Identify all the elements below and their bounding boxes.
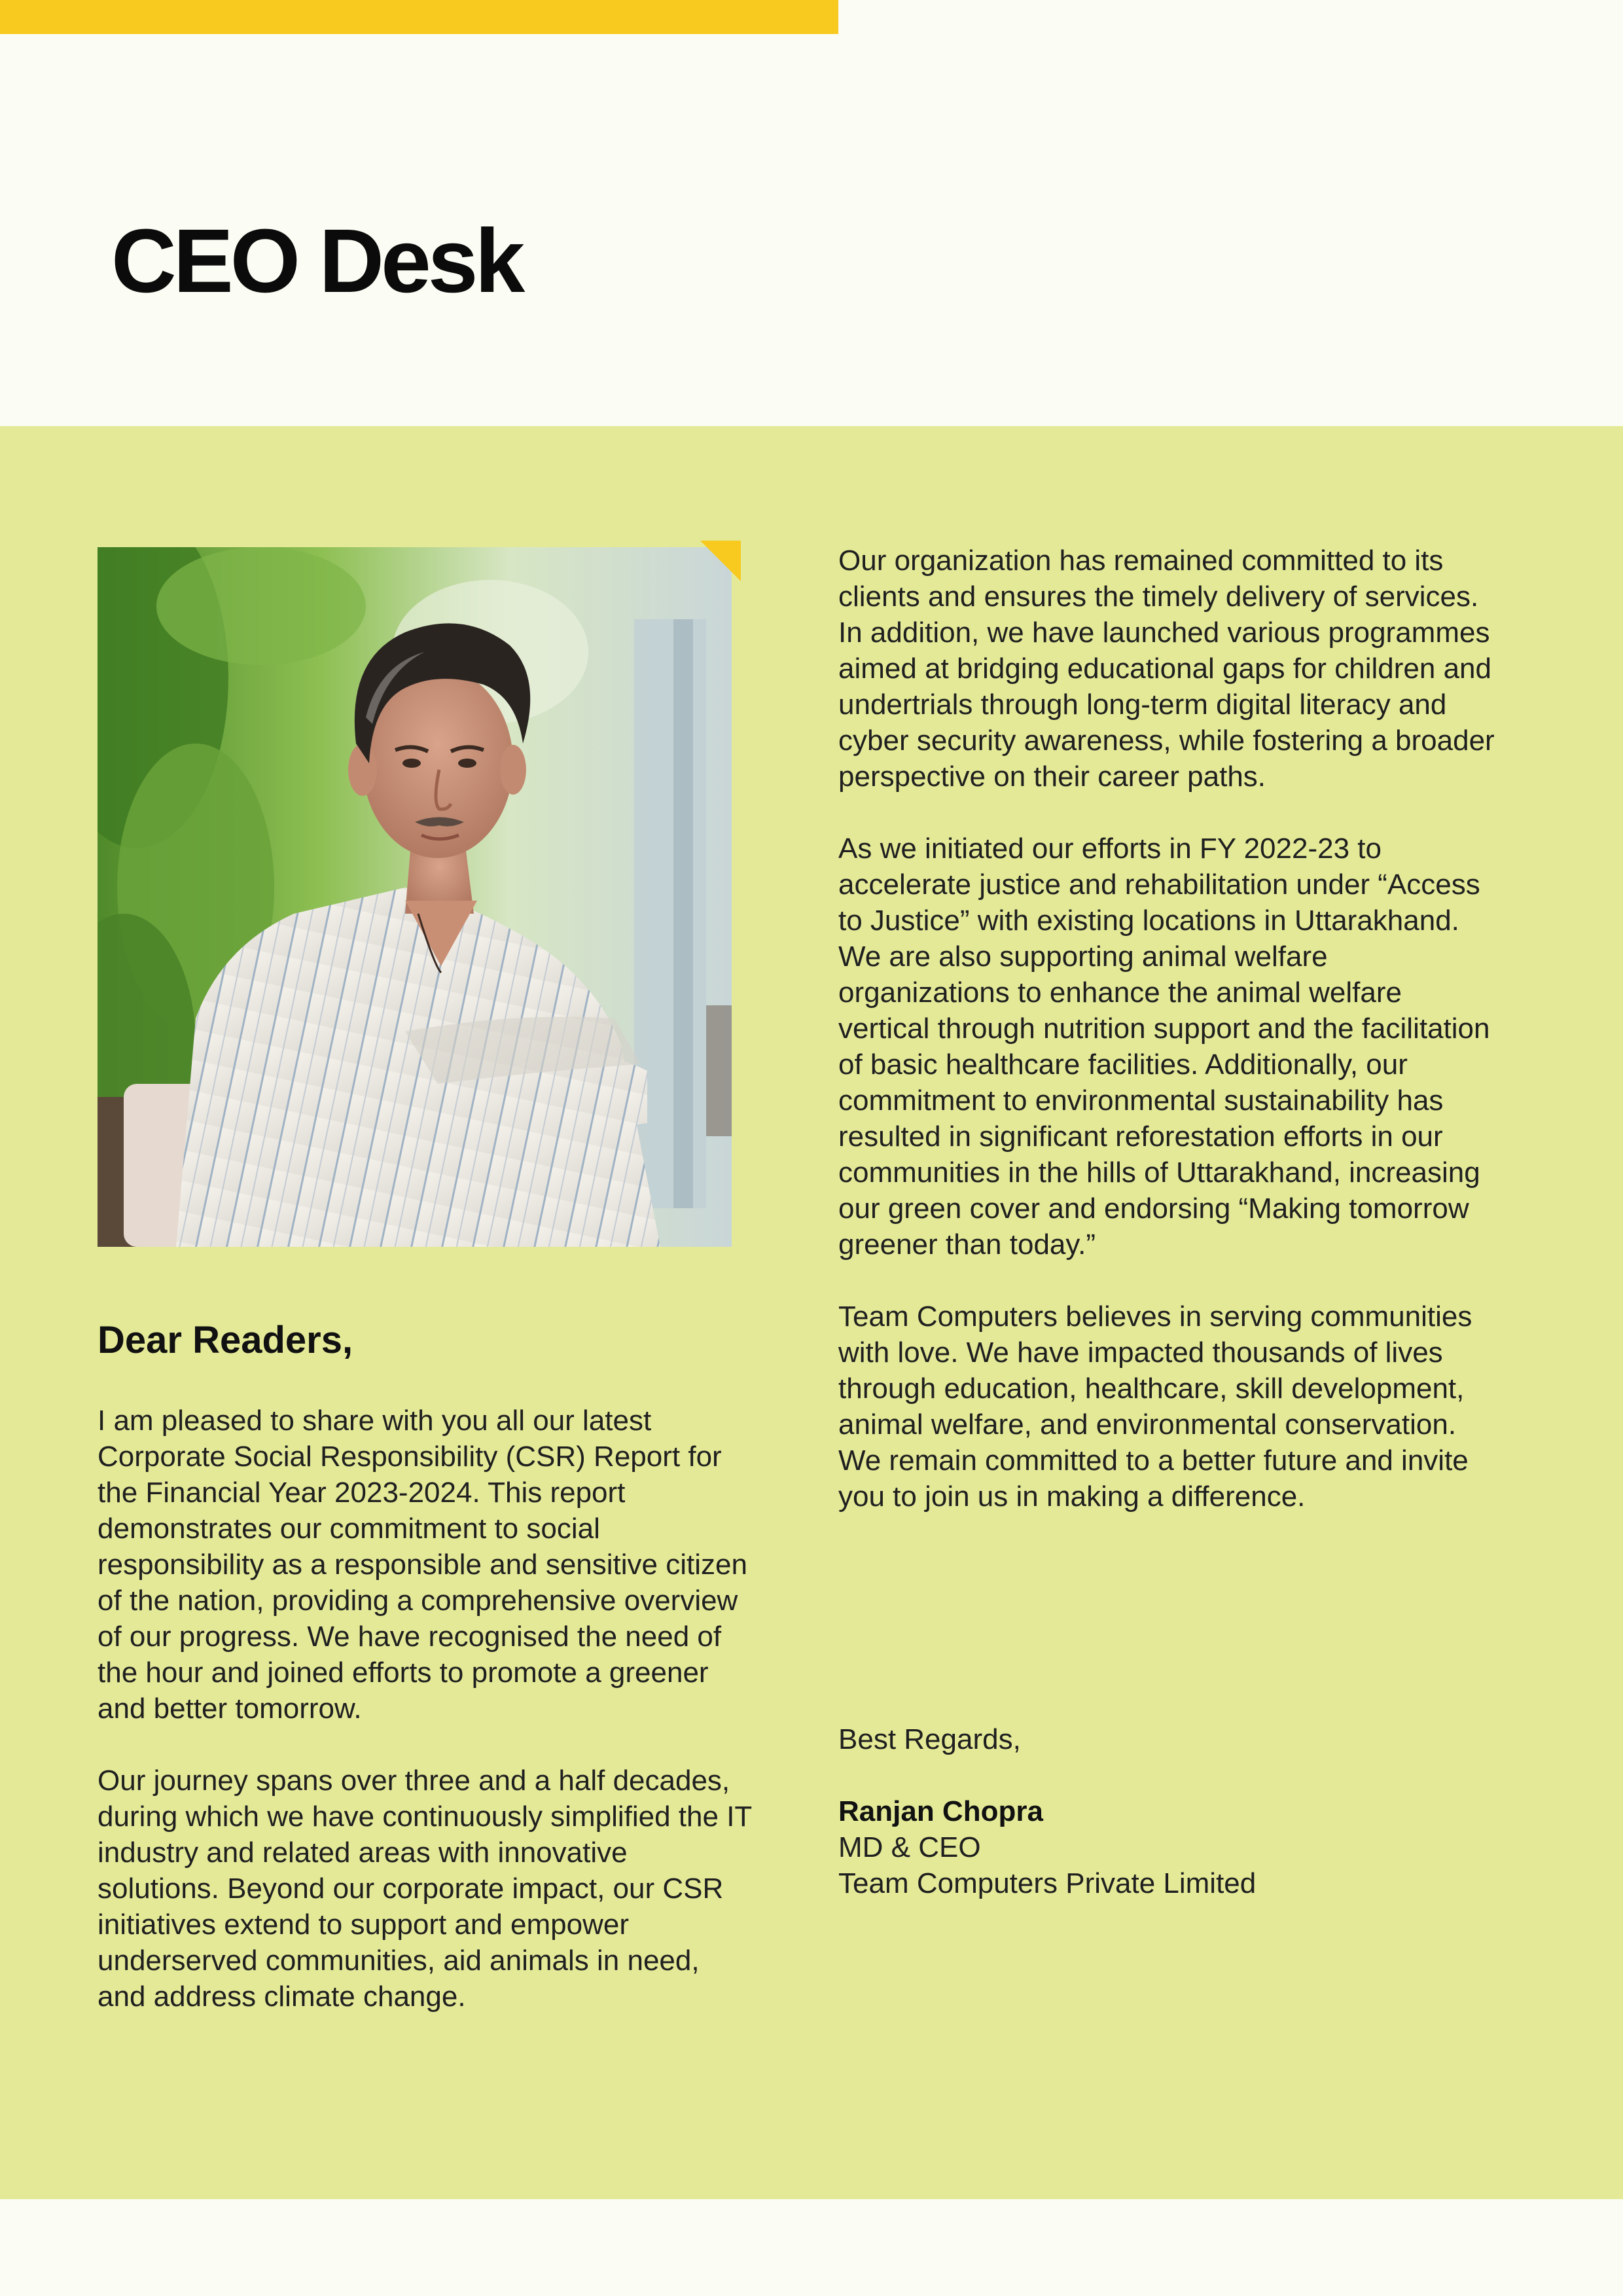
letter-paragraph: As we initiated our efforts in FY 2022-23 to accelerate justice and rehabilitation under “Access to Justice” with existing locations in Uttarakhand. We are also supporting animal welfare organizations to enhance the animal welfare vertical through nutrition support and the facilitation of basic healthcare facilities. Additionally, our commitment to environmental sustainability has resulted in significant reforestation efforts in our communities in the hills of Uttarakhand, increasing our green cover and endorsing “Making tomorrow greener than today.” [838,833,1490,1261]
letter-left-column [98,1403,752,2051]
page-title: CEO Desk [111,211,522,312]
signatory-name: Ranjan Chopra [838,1795,1043,1827]
letter-signoff [838,1721,1493,1901]
photo-corner-accent [700,541,741,581]
top-accent-bar [0,0,838,34]
salutation-heading: Dear Readers, [98,1319,353,1361]
letter-paragraph: Team Computers believes in serving communities with love. We have impacted thousands of lives through education, healthcare, skill development, animal welfare, and environmental conservation. We remain committed to a better future and invite you to join us in making a difference. [838,1300,1472,1513]
signatory-role: MD & CEO [838,1831,981,1863]
letter-paragraph: Our organization has remained committed to its clients and ensures the timely delivery of services. In addition, we have launched various programmes aimed at bridging educational gaps for children and undertrials through long-term digital literacy and cyber security awareness, while fostering a broader perspective on their career paths. [838,545,1495,793]
portrait-photo [98,547,732,1247]
letter-paragraph: Our journey spans over three and a half decades, during which we have continuously simplified the IT industry and related areas with innovative solutions. Beyond our corporate impact, our CSR initiatives extend to support and empower underserved communities, aid animals in need, and address climate change. [98,1765,752,2013]
closing-line: Best Regards, [838,1723,1021,1755]
portrait-photo-frame [98,547,732,1247]
signatory-company: Team Computers Private Limited [838,1867,1257,1899]
letter-paragraph: I am pleased to share with you all our latest Corporate Social Responsibility (CSR) Report for the Financial Year 2023-2024. This report demonstrates our commitment to social responsibility as a responsible and sensitive citizen of the nation, providing a comprehensive overview of our progress. We have recognised the need of the hour and joined efforts to promote a greener and better tomorrow. [98,1405,747,1725]
letter-right-column [838,543,1499,1551]
